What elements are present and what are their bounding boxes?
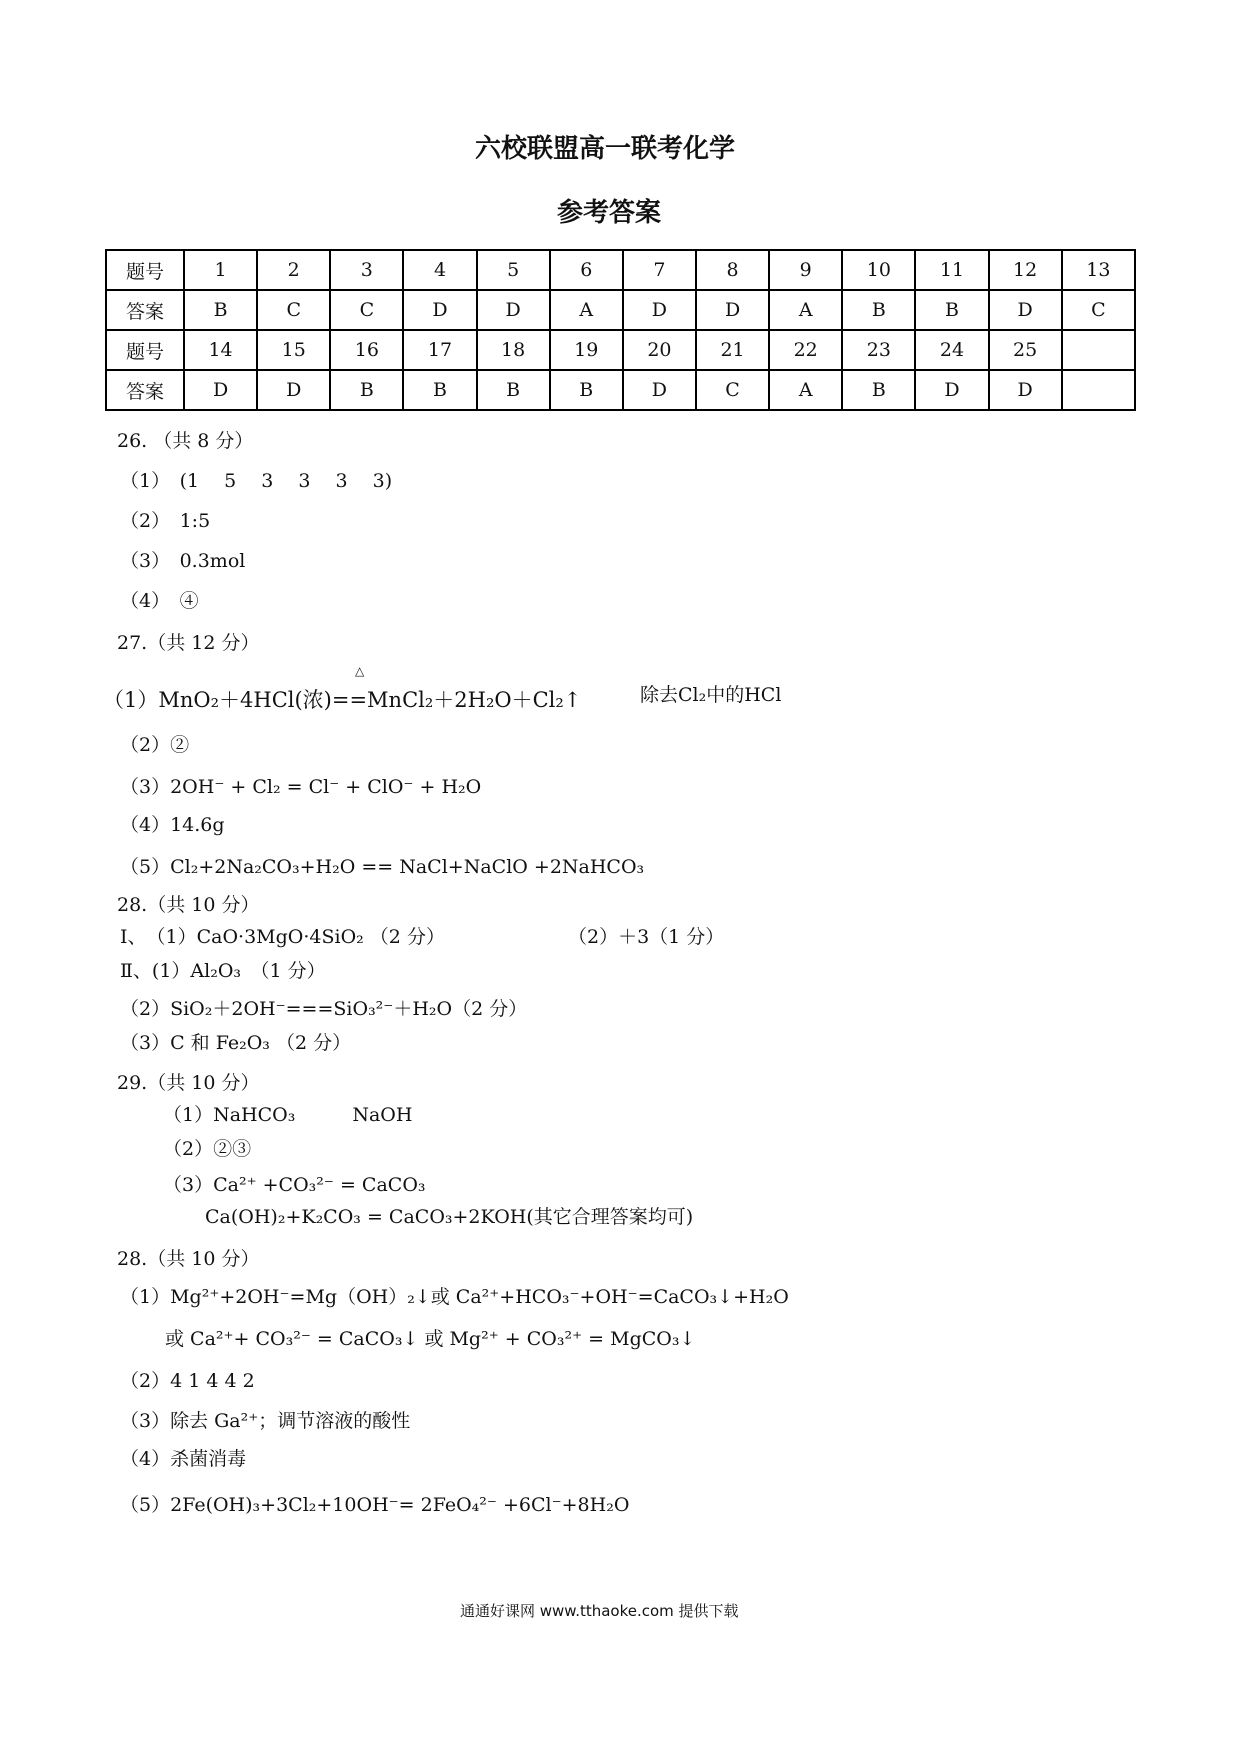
q30-answer-3: （3）除去 Ga²⁺；调节溶液的酸性 — [120, 1410, 411, 1432]
q27-answer-3: （3）2OH⁻ + Cl₂ = Cl⁻ + ClO⁻ + H₂O — [120, 776, 482, 798]
table-cell: 13 — [1062, 250, 1135, 290]
table-cell: 19 — [550, 330, 623, 370]
q29-answer-3b: Ca(OH)₂+K₂CO₃ = CaCO₃+2KOH(其它合理答案均可) — [205, 1206, 694, 1228]
table-cell: A — [769, 370, 842, 410]
table-cell: C — [330, 290, 403, 330]
table-cell: 9 — [769, 250, 842, 290]
table-cell: 12 — [989, 250, 1062, 290]
table-cell: B — [477, 370, 550, 410]
q27-delta: △ — [355, 664, 365, 678]
table-row — [106, 290, 1135, 330]
q29-answer-3: （3）Ca²⁺ +CO₃²⁻ = CaCO₃ — [163, 1174, 426, 1196]
row-label: 答案 — [106, 370, 184, 410]
table-cell — [1062, 330, 1135, 370]
table-cell: B — [330, 370, 403, 410]
q28-header: 28.（共 10 分） — [117, 894, 260, 916]
row-label: 答案 — [106, 290, 184, 330]
table-cell: 3 — [330, 250, 403, 290]
table-cell: 16 — [330, 330, 403, 370]
table-cell: 11 — [915, 250, 988, 290]
q29-header: 29.（共 10 分） — [117, 1072, 260, 1094]
q27-answer-1-note: 除去Cl₂中的HCl — [640, 684, 782, 706]
table-cell: 1 — [184, 250, 257, 290]
table-cell: A — [769, 290, 842, 330]
q27-answer-2: （2）② — [120, 734, 190, 756]
table-cell — [1062, 370, 1135, 410]
table-cell: C — [1062, 290, 1135, 330]
table-cell: 20 — [623, 330, 696, 370]
table-cell: D — [403, 290, 476, 330]
table-cell: D — [257, 370, 330, 410]
table-row — [106, 250, 1135, 290]
table-cell: C — [696, 370, 769, 410]
q26-answer-2: （2） 1:5 — [120, 510, 211, 532]
table-cell: D — [989, 370, 1062, 410]
q28-part-ii-3: （3）C 和 Fe₂O₃ （2 分） — [120, 1032, 352, 1054]
row-label: 题号 — [106, 250, 184, 290]
q29-answer-2: （2）②③ — [163, 1138, 252, 1160]
table-cell: 7 — [623, 250, 696, 290]
q29-answer-1: （1）NaHCO₃ NaOH — [163, 1104, 413, 1126]
table-cell: 2 — [257, 250, 330, 290]
table-cell: 25 — [989, 330, 1062, 370]
table-cell: 23 — [842, 330, 915, 370]
page-title: 六校联盟高一联考化学 — [475, 134, 736, 164]
table-cell: D — [989, 290, 1062, 330]
q30-answer-1b: 或 Ca²⁺+ CO₃²⁻ = CaCO₃↓ 或 Mg²⁺ + CO₃²⁺ = MgCO₃↓ — [165, 1328, 696, 1350]
table-row — [106, 330, 1135, 370]
q26-answer-3: （3） 0.3mol — [120, 550, 246, 572]
q28-part-ii-1: Ⅱ、(1）Al₂O₃ （1 分） — [120, 960, 326, 982]
q30-answer-1: （1）Mg²⁺+2OH⁻=Mg（OH）₂↓或 Ca²⁺+HCO₃⁻+OH⁻=CaCO₃↓+H₂O — [120, 1286, 789, 1308]
table-cell: 18 — [477, 330, 550, 370]
table-cell: B — [403, 370, 476, 410]
table-cell: A — [550, 290, 623, 330]
q27-header: 27.（共 12 分） — [117, 632, 260, 654]
table-cell: B — [550, 370, 623, 410]
table-cell: D — [477, 290, 550, 330]
q27-answer-5: （5）Cl₂+2Na₂CO₃+H₂O == NaCl+NaClO +2NaHCO₃ — [120, 856, 645, 878]
q30-answer-4: （4）杀菌消毒 — [120, 1448, 247, 1470]
q30-header: 28.（共 10 分） — [117, 1248, 260, 1270]
q26-answer-1: （1） (1 5 3 3 3 3) — [120, 470, 393, 492]
table-cell: D — [915, 370, 988, 410]
table-cell: 4 — [403, 250, 476, 290]
page-subtitle: 参考答案 — [557, 198, 662, 228]
table-cell: 10 — [842, 250, 915, 290]
table-cell: D — [623, 290, 696, 330]
q28-part-i-2: （2）＋3（1 分） — [568, 926, 725, 948]
table-cell: 17 — [403, 330, 476, 370]
q30-answer-5: （5）2Fe(OH)₃+3Cl₂+10OH⁻= 2FeO₄²⁻ +6Cl⁻+8H₂O — [120, 1494, 630, 1516]
q30-answer-2: （2）4 1 4 4 2 — [120, 1370, 255, 1392]
q27-answer-4: （4）14.6g — [120, 814, 225, 836]
table-cell: D — [696, 290, 769, 330]
table-cell: 22 — [769, 330, 842, 370]
table-cell: 24 — [915, 330, 988, 370]
table-cell: B — [842, 370, 915, 410]
q26-header: 26. （共 8 分） — [117, 430, 254, 452]
q28-part-ii-2: （2）SiO₂＋2OH⁻===SiO₃²⁻＋H₂O（2 分） — [120, 998, 528, 1020]
table-cell: 14 — [184, 330, 257, 370]
table-cell: B — [842, 290, 915, 330]
table-cell: 6 — [550, 250, 623, 290]
row-label: 题号 — [106, 330, 184, 370]
q26-answer-4: （4） ④ — [120, 590, 199, 612]
q27-answer-1: （1）MnO₂＋4HCl(浓)==MnCl₂＋2H₂O＋Cl₂↑ — [103, 688, 582, 712]
table-row — [106, 370, 1135, 410]
table-cell: 15 — [257, 330, 330, 370]
table-cell: B — [184, 290, 257, 330]
table-cell: 21 — [696, 330, 769, 370]
table-cell: C — [257, 290, 330, 330]
table-cell: D — [623, 370, 696, 410]
table-cell: D — [184, 370, 257, 410]
table-cell: 5 — [477, 250, 550, 290]
q28-part-i-1: Ⅰ、 （1）CaO·3MgO·4SiO₂ （2 分） — [120, 926, 445, 948]
table-cell: 8 — [696, 250, 769, 290]
footer-text: 通通好课网 www.tthaoke.com 提供下载 — [460, 1602, 739, 1620]
table-cell: B — [915, 290, 988, 330]
answer-table — [105, 249, 1136, 411]
